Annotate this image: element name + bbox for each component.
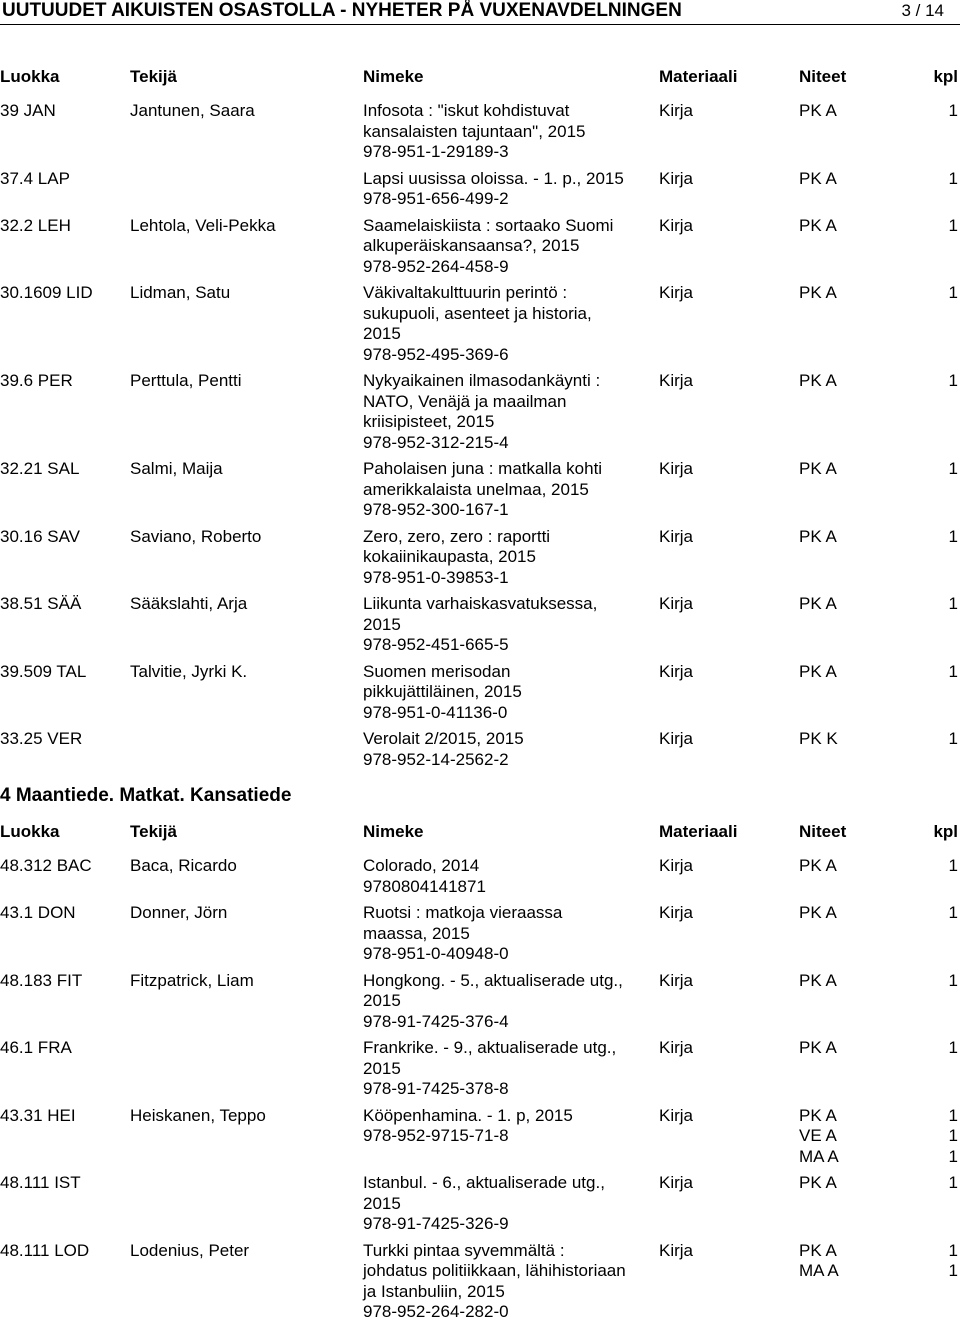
title-line: pikkujättiläinen, 2015 [363, 682, 522, 701]
page-header [0, 0, 960, 25]
copies-location-line: PK A [799, 594, 837, 613]
copies-count-line: 1 [948, 661, 958, 681]
copies-count-line: 1 [948, 459, 958, 478]
author: Lehtola, Veli-Pekka [130, 215, 276, 235]
column-header-niteet: Niteet [799, 67, 847, 86]
title-line: Suomen merisodan [363, 661, 511, 681]
column-header-luokka: Luokka [0, 822, 60, 841]
copies-location [799, 283, 837, 304]
class-code: 43.31 HEI [0, 1105, 76, 1125]
author: Lidman, Satu [130, 283, 231, 302]
title-line: 978-952-264-458-9 [363, 256, 509, 276]
title-line: Liikunta varhaiskasvatuksessa, [363, 594, 598, 613]
material: Kirja [659, 1038, 694, 1057]
copies-count-line: 1 [948, 1173, 958, 1192]
material: Kirja [659, 371, 694, 390]
title [363, 1173, 605, 1235]
column-header-materiaali: Materiaali [659, 822, 738, 841]
copies-location [799, 101, 837, 122]
title-line: Frankrike. - 9., aktualiserade utg., [363, 1038, 617, 1057]
material: Kirja [659, 594, 694, 613]
copies-count [949, 594, 958, 615]
column-header-kpl: kpl [933, 67, 958, 86]
title [363, 216, 613, 278]
title-line: sukupuoli, asenteet ja historia, [363, 303, 592, 323]
material: Kirja [659, 283, 694, 302]
copies-location-line: PK A [799, 1105, 837, 1125]
title [363, 1106, 573, 1147]
material: Kirja [659, 1240, 694, 1260]
copies-count-line: 1 [948, 1126, 958, 1145]
copies-location-line: PK K [799, 729, 838, 748]
page-title: UUTUUDET AIKUISTEN OSASTOLLA - NYHETER PÅ VUXENAVDELNINGEN [2, 0, 682, 21]
title-line: 978-951-656-499-2 [363, 189, 509, 208]
title [363, 856, 486, 897]
copies-location-line: VE A [799, 1126, 837, 1145]
copies-location [799, 527, 837, 548]
section-title: 4 Maantiede. Matkat. Kansatiede [0, 785, 292, 806]
class-code: 33.25 VER [0, 729, 83, 748]
class-code: 48.312 BAC [0, 856, 92, 875]
material: Kirja [659, 1105, 694, 1125]
class-code: 38.51 SÄÄ [0, 594, 82, 613]
copies-location [799, 1106, 839, 1168]
copies-location [799, 1173, 837, 1194]
column-header-tekija: Tekijä [130, 67, 177, 86]
column-header-nimeke: Nimeke [363, 67, 424, 86]
copies-location-line: PK A [799, 168, 837, 188]
title-line: 978-952-14-2562-2 [363, 749, 509, 769]
title-line: 2015 [363, 1193, 401, 1213]
title-line: Colorado, 2014 [363, 856, 480, 875]
copies-count [949, 1038, 958, 1059]
copies-location-line: PK A [799, 1240, 837, 1260]
title [363, 729, 524, 770]
copies-count [949, 1106, 958, 1168]
copies-count-line: 1 [948, 1146, 958, 1166]
author: Donner, Jörn [130, 903, 228, 922]
copies-location [799, 216, 837, 237]
copies-location-line: PK A [799, 459, 837, 478]
copies-location [799, 1038, 837, 1059]
copies-location-line: PK A [799, 283, 837, 302]
title [363, 662, 522, 724]
title [363, 527, 550, 589]
column-header-niteet: Niteet [799, 822, 847, 841]
material: Kirja [659, 661, 694, 681]
copies-location-line: PK A [799, 215, 837, 235]
title-line: ja Istanbuliin, 2015 [363, 1281, 505, 1301]
column-header-luokka: Luokka [0, 67, 60, 86]
title-line: 2015 [363, 614, 401, 634]
title-line: alkuperäiskansaansa?, 2015 [363, 236, 580, 255]
title-line: 978-952-9715-71-8 [363, 1126, 509, 1145]
title [363, 1241, 626, 1323]
material: Kirja [659, 903, 694, 922]
title-line: 978-91-7425-376-4 [363, 1011, 509, 1031]
copies-count [949, 971, 958, 992]
class-code: 43.1 DON [0, 903, 76, 922]
copies-count [949, 1173, 958, 1194]
copies-location-line: PK A [799, 526, 837, 546]
copies-count [949, 527, 958, 548]
title-line: 978-951-0-40948-0 [363, 944, 509, 963]
class-code: 32.21 SAL [0, 459, 80, 478]
author: Baca, Ricardo [130, 856, 237, 875]
title [363, 594, 597, 656]
title-line: kokaiinikaupasta, 2015 [363, 547, 536, 566]
title-line: 2015 [363, 1058, 401, 1078]
class-code: 39.509 TAL [0, 661, 87, 681]
title-line: Turkki pintaa syvemmältä : [363, 1240, 565, 1260]
author: Sääkslahti, Arja [130, 594, 248, 613]
author: Fitzpatrick, Liam [130, 970, 254, 990]
copies-count [949, 903, 958, 924]
material: Kirja [659, 856, 694, 875]
title-line: Kööpenhamina. - 1. p, 2015 [363, 1105, 573, 1125]
copies-location [799, 903, 837, 924]
title-line: Lapsi uusissa oloissa. - 1. p., 2015 [363, 168, 624, 188]
copies-count [949, 662, 958, 683]
copies-location-line: PK A [799, 856, 837, 875]
title-line: amerikkalaista unelmaa, 2015 [363, 479, 589, 499]
title-line: Nykyaikainen ilmasodankäynti : [363, 371, 601, 390]
copies-count-line: 1 [948, 970, 958, 990]
copies-location [799, 594, 837, 615]
copies-location [799, 662, 837, 683]
copies-count-line: 1 [948, 1105, 958, 1125]
material: Kirja [659, 459, 694, 478]
copies-count-line: 1 [948, 903, 958, 922]
copies-count-line: 1 [948, 856, 958, 875]
title [363, 283, 592, 365]
copies-count [949, 1241, 958, 1282]
title [363, 101, 585, 163]
title [363, 903, 562, 965]
class-code: 39 JAN [0, 101, 56, 120]
copies-count-line: 1 [948, 594, 958, 613]
copies-location-line: PK A [799, 661, 837, 681]
title-line: 978-952-495-369-6 [363, 344, 509, 364]
copies-location-line: PK A [799, 1038, 837, 1057]
copies-location-line: PK A [799, 903, 837, 922]
copies-count-line: 1 [948, 283, 958, 302]
title-line: Paholaisen juna : matkalla kohti [363, 459, 603, 478]
copies-count-line: 1 [948, 1261, 958, 1280]
material: Kirja [659, 970, 694, 990]
copies-location [799, 1241, 839, 1282]
title-line: Väkivaltakulttuurin perintö : [363, 283, 568, 302]
copies-count [949, 459, 958, 480]
copies-count-line: 1 [948, 215, 958, 235]
material: Kirja [659, 168, 694, 188]
class-code: 48.183 FIT [0, 970, 83, 990]
title-line: 978-952-312-215-4 [363, 432, 509, 452]
title-line: 978-91-7425-378-8 [363, 1079, 509, 1098]
copies-count-line: 1 [948, 526, 958, 546]
title [363, 371, 600, 453]
author: Jantunen, Saara [130, 101, 255, 120]
title-line: kriisipisteet, 2015 [363, 412, 495, 431]
copies-count-line: 1 [948, 371, 958, 390]
title [363, 1038, 616, 1100]
author: Salmi, Maija [130, 459, 223, 478]
title-line: kansalaisten tajuntaan", 2015 [363, 121, 586, 141]
copies-count [949, 371, 958, 392]
column-header-nimeke: Nimeke [363, 822, 424, 841]
copies-location [799, 169, 837, 190]
class-code: 48.111 IST [0, 1173, 81, 1192]
copies-count-line: 1 [948, 168, 958, 188]
author: Lodenius, Peter [130, 1240, 250, 1260]
author: Perttula, Pentti [130, 371, 242, 390]
material: Kirja [659, 729, 694, 748]
title-line: 9780804141871 [363, 876, 486, 896]
copies-count [949, 101, 958, 122]
copies-count [949, 283, 958, 304]
copies-location [799, 971, 837, 992]
copies-count [949, 729, 958, 750]
page-number: 3 / 14 [901, 1, 944, 20]
copies-location-line: PK A [799, 101, 837, 120]
copies-count-line: 1 [948, 1240, 958, 1260]
title-line: Ruotsi : matkoja vieraassa [363, 903, 563, 922]
title-line: 978-951-0-41136-0 [363, 702, 508, 722]
class-code: 30.16 SAV [0, 526, 81, 546]
class-code: 30.1609 LID [0, 283, 93, 302]
class-code: 48.111 LOD [0, 1240, 90, 1260]
title-line: 978-952-300-167-1 [363, 500, 509, 519]
column-header-materiaali: Materiaali [659, 67, 738, 86]
column-header-kpl: kpl [933, 822, 958, 841]
title-line: Verolait 2/2015, 2015 [363, 729, 524, 748]
copies-location [799, 856, 837, 877]
title-line: Saamelaiskiista : sortaako Suomi [363, 215, 614, 235]
copies-count [949, 216, 958, 237]
title-line: Infosota : "iskut kohdistuvat [363, 101, 570, 120]
copies-count-line: 1 [948, 101, 958, 120]
title-line: 978-91-7425-326-9 [363, 1214, 509, 1233]
copies-location [799, 729, 838, 750]
title-line: johdatus politiikkaan, lähihistoriaan [363, 1261, 626, 1280]
author: Saviano, Roberto [130, 526, 262, 546]
title [363, 971, 623, 1033]
material: Kirja [659, 215, 694, 235]
class-code: 39.6 PER [0, 371, 73, 390]
title-line: 2015 [363, 991, 401, 1010]
copies-location-line: MA A [799, 1261, 839, 1280]
title-line: Zero, zero, zero : raportti [363, 526, 551, 546]
title-line: 2015 [363, 324, 401, 343]
title-line: Istanbul. - 6., aktualiserade utg., [363, 1173, 605, 1192]
title [363, 169, 624, 210]
author: Heiskanen, Teppo [130, 1105, 266, 1125]
title-line: 978-952-451-665-5 [363, 635, 509, 654]
copies-count-line: 1 [948, 729, 958, 748]
copies-count [949, 169, 958, 190]
title-line: 978-952-264-282-0 [363, 1302, 509, 1321]
class-code: 32.2 LEH [0, 215, 71, 235]
material: Kirja [659, 101, 694, 120]
material: Kirja [659, 526, 694, 546]
author: Talvitie, Jyrki K. [130, 661, 248, 681]
copies-location-line: PK A [799, 970, 837, 990]
title-line: maassa, 2015 [363, 923, 470, 943]
title-line: Hongkong. - 5., aktualiserade utg., [363, 970, 623, 990]
copies-location-line: PK A [799, 1173, 837, 1192]
class-code: 37.4 LAP [0, 168, 70, 188]
title-line: NATO, Venäjä ja maailman [363, 391, 567, 411]
column-header-tekija: Tekijä [130, 822, 177, 841]
title [363, 459, 602, 521]
copies-count-line: 1 [948, 1038, 958, 1057]
title-line: 978-951-1-29189-3 [363, 142, 509, 161]
copies-location-line: MA A [799, 1146, 839, 1166]
copies-location-line: PK A [799, 371, 837, 390]
title-line: 978-951-0-39853-1 [363, 567, 509, 587]
copies-count [949, 856, 958, 877]
class-code: 46.1 FRA [0, 1038, 72, 1057]
copies-location [799, 371, 837, 392]
copies-location [799, 459, 837, 480]
material: Kirja [659, 1173, 694, 1192]
